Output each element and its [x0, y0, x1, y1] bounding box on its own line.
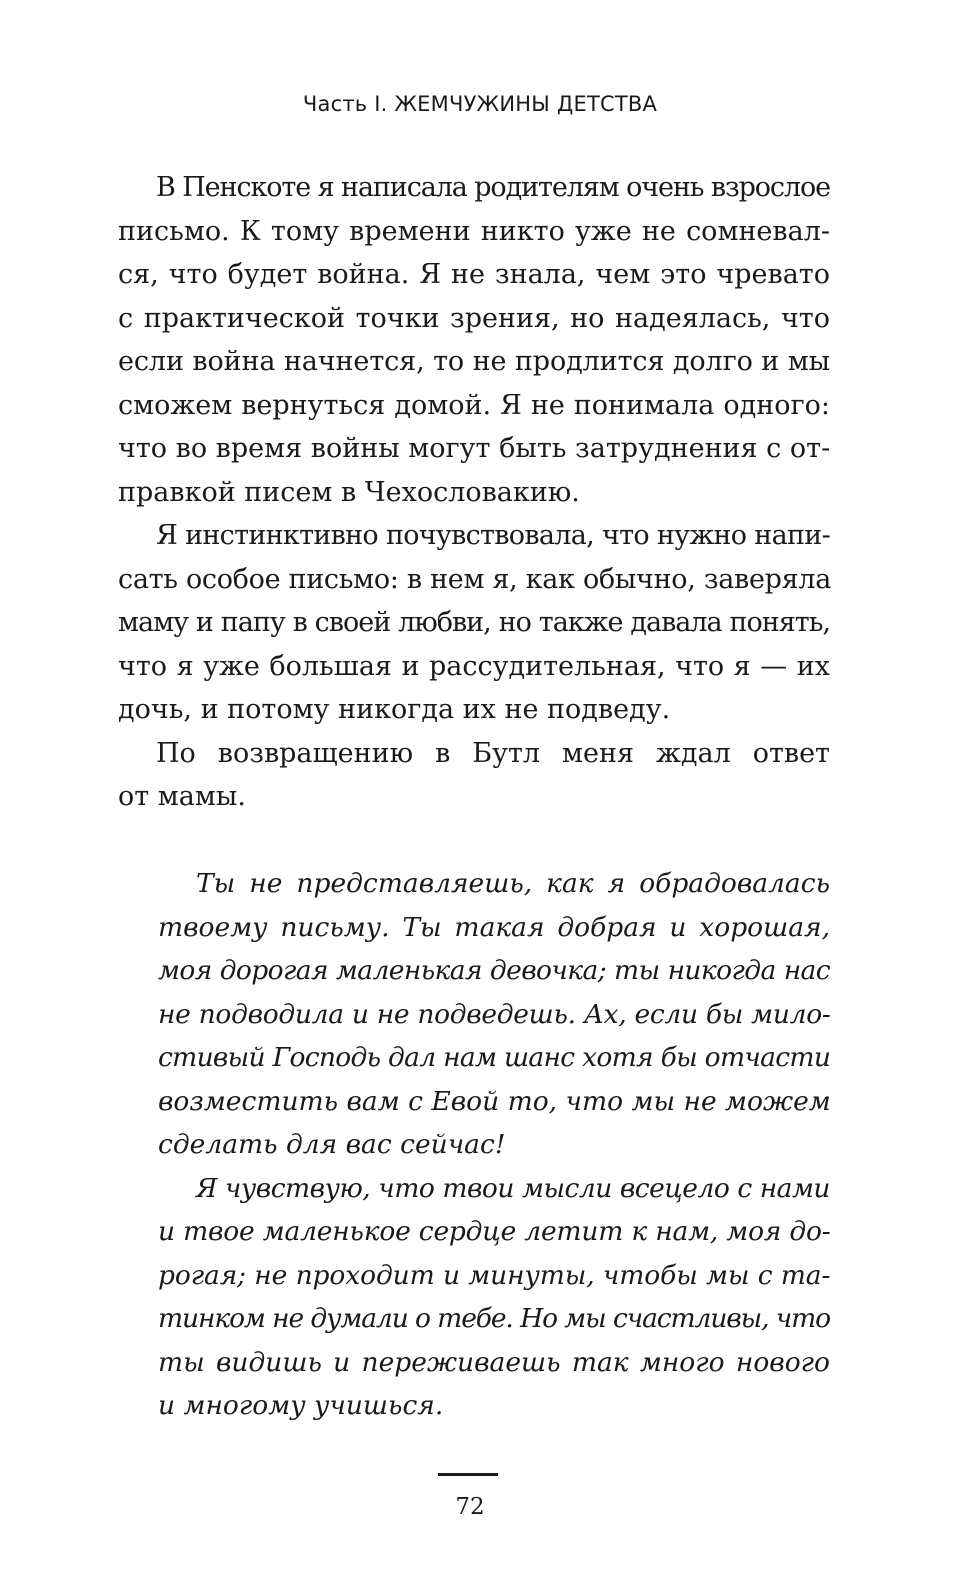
- text-line: от мамы.: [118, 781, 246, 812]
- quoted-letter: [158, 862, 830, 1428]
- letter-line: и твое маленькое сердце летит к нам, моя до-: [158, 1216, 831, 1247]
- letter-line: не подводила и не подведешь. Ах, если бы мило-: [158, 998, 831, 1030]
- page-number: 72: [455, 1494, 485, 1520]
- text-line: если война начнется, то не продлится долго и мы: [118, 346, 830, 377]
- letter-line: ты видишь и переживаешь так много нового: [158, 1346, 830, 1378]
- letter-line: стивый Господь дал нам шанс хотя бы отчасти: [158, 1042, 831, 1073]
- text-line: В Пенскоте я написала родителям очень взрослое: [156, 172, 831, 203]
- text-line: сможем вернуться домой. Я не понимала одного:: [118, 389, 830, 421]
- text-line: что во время войны могут быть затруднения с от-: [118, 433, 831, 464]
- text-line: маму и папу в своей любви, но также давала понять,: [118, 607, 830, 638]
- letter-line: и многому учишься.: [158, 1390, 444, 1421]
- text-line: письмо. К тому времени никто уже не сомневал-: [118, 215, 830, 247]
- letter-line: Я чувствую, что твои мысли всецело с нами: [196, 1172, 830, 1204]
- main-text: [118, 166, 830, 819]
- letter-line: моя дорогая маленькая девочка; ты никогда нас: [158, 955, 830, 986]
- running-header: Часть I. ЖЕМЧУЖИНЫ ДЕТСТВА: [302, 92, 658, 116]
- letter-line: Ты не представляешь, как я обрадовалась: [196, 868, 830, 899]
- text-line: Я инстинктивно почувствовала, что нужно напи-: [156, 520, 830, 551]
- text-line: По возвращению в Бутл меня ждал ответ: [156, 737, 830, 769]
- text-line: ся, что будет война. Я не знала, чем это чревато: [118, 259, 830, 290]
- letter-line: рогая; не проходит и минуты, чтобы мы с та-: [158, 1259, 831, 1291]
- letter-line: сделать для вас сейчас!: [158, 1129, 506, 1160]
- letter-line: тинком не думали о тебе. Но мы счастливы, что: [158, 1303, 831, 1334]
- text-line: правкой писем в Чехословакию.: [118, 476, 580, 508]
- footer-rule: [438, 1473, 498, 1476]
- text-line: сать особое письмо: в нем я, как обычно, заверяла: [118, 563, 831, 595]
- letter-line: возместить вам с Евой то, что мы не можем: [158, 1085, 831, 1117]
- text-line: дочь, и потому никогда их не подведу.: [118, 694, 671, 725]
- text-line: с практической точки зрения, но надеялась, что: [118, 302, 830, 334]
- letter-line: твоему письму. Ты такая добрая и хорошая,: [158, 911, 830, 943]
- text-line: что я уже большая и рассудительная, что я — их: [118, 650, 830, 682]
